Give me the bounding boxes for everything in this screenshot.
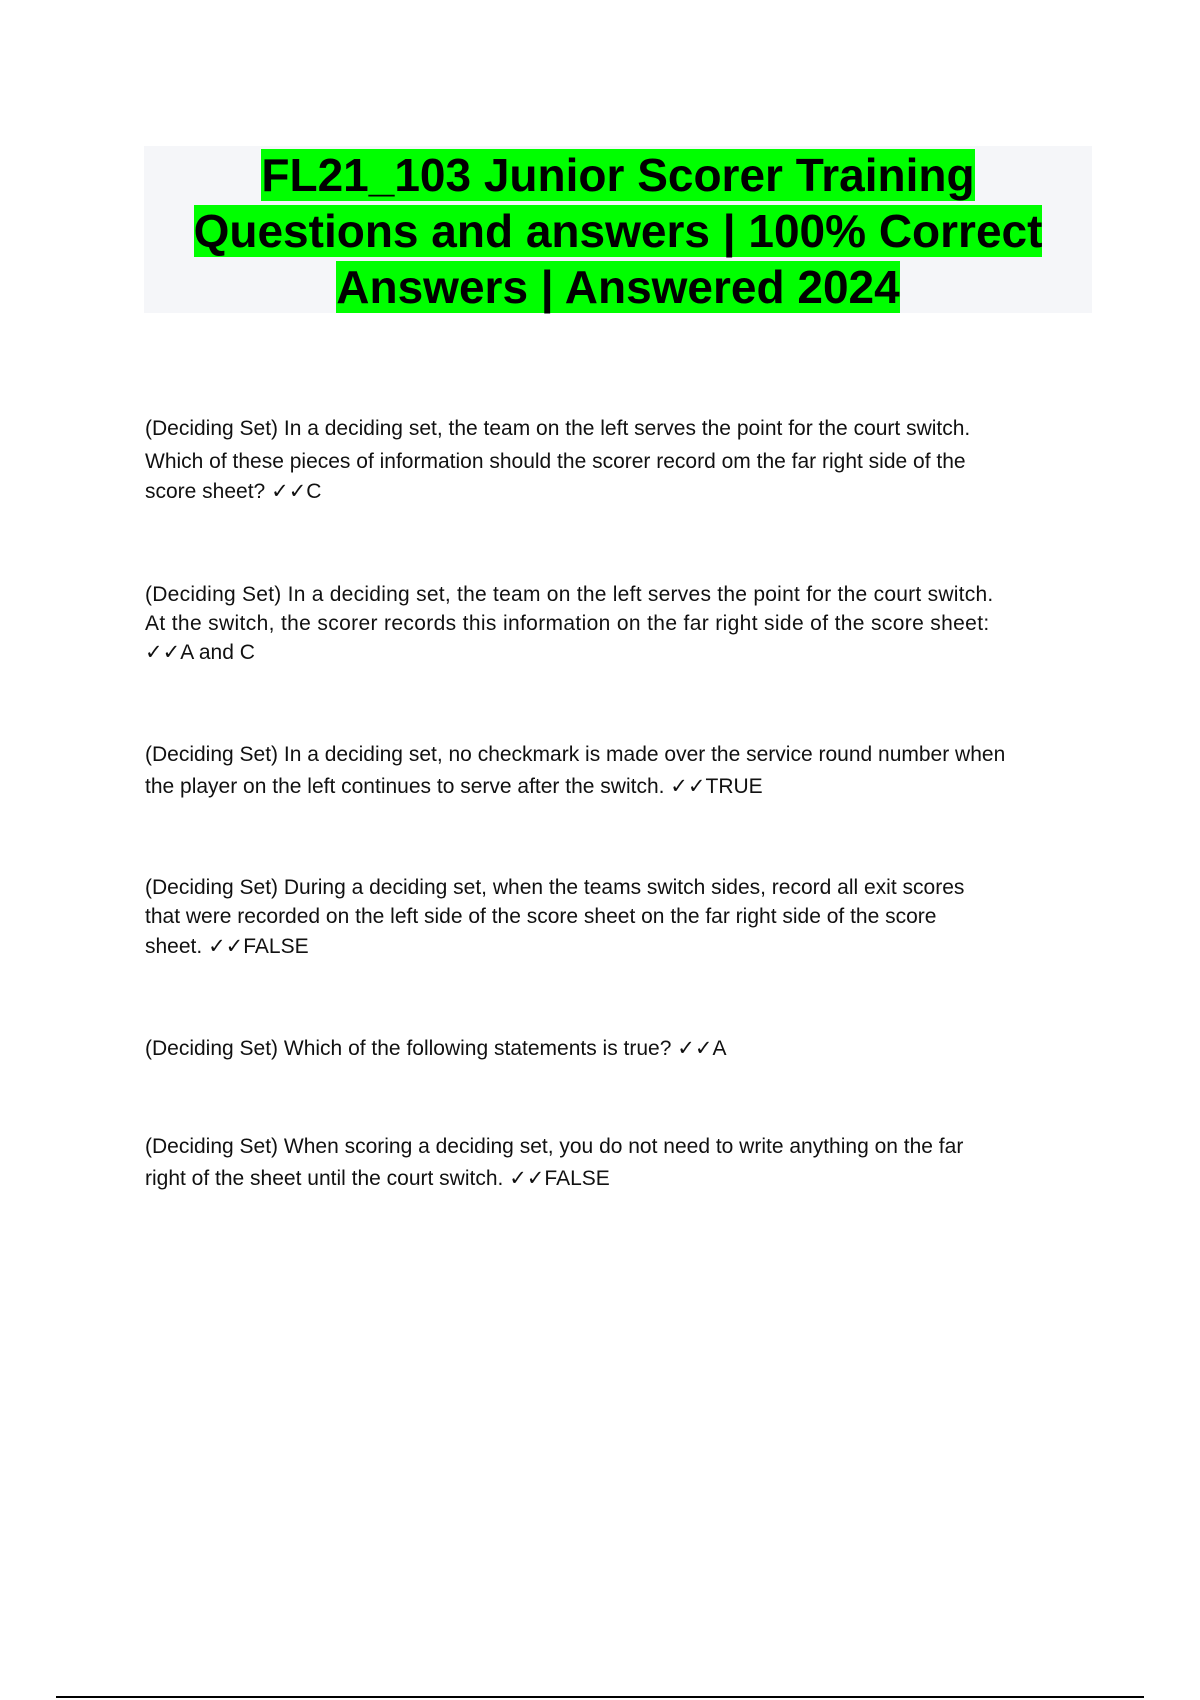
- question-line: that were recorded on the left side of the score sheet on the far right side of the score: [145, 905, 937, 928]
- question-line: Which of these pieces of information should the scorer record om the far right side of the: [145, 450, 966, 473]
- answer: ✓✓A and C: [145, 641, 255, 664]
- answer: ✓✓FALSE: [509, 1167, 610, 1190]
- question-line: At the switch, the scorer records this information on the far right side of the score sheet:: [145, 612, 990, 635]
- question-line: (Deciding Set) When scoring a deciding set, you do not need to write anything on the far: [145, 1135, 964, 1158]
- qa-item-3: [145, 739, 1055, 803]
- document-title: [144, 146, 1092, 313]
- answer: ✓✓TRUE: [670, 775, 763, 798]
- title-line-1: FL21_103 Junior Scorer Training: [261, 149, 975, 201]
- qa-item-6: [145, 1131, 1055, 1195]
- question-line: (Deciding Set) In a deciding set, the team on the left serves the point for the court switch.: [145, 583, 994, 606]
- answer: ✓✓C: [271, 480, 322, 503]
- qa-item-5: [145, 1034, 1055, 1064]
- question-line: sheet.: [145, 935, 203, 958]
- answer: ✓✓FALSE: [208, 935, 309, 958]
- qa-item-2: [145, 580, 1050, 667]
- footer-rule: [56, 1696, 1144, 1698]
- question-line: (Deciding Set) In a deciding set, no checkmark is made over the service round number when: [145, 743, 1006, 766]
- question-line: (Deciding Set) Which of the following statements is true?: [145, 1037, 672, 1060]
- title-line-3: Answers | Answered 2024: [336, 261, 900, 313]
- question-line: the player on the left continues to serve after the switch.: [145, 775, 665, 798]
- answer: ✓✓A: [677, 1037, 727, 1060]
- qa-item-4: [145, 873, 1055, 963]
- question-line: right of the sheet until the court switch.: [145, 1167, 504, 1190]
- title-line-2: Questions and answers | 100% Correct: [193, 205, 1043, 257]
- question-line: (Deciding Set) In a deciding set, the team on the left serves the point for the court switch.: [145, 417, 971, 440]
- qa-item-1: [145, 412, 1055, 505]
- question-line: score sheet?: [145, 480, 266, 503]
- question-line: (Deciding Set) During a deciding set, when the teams switch sides, record all exit scores: [145, 876, 965, 899]
